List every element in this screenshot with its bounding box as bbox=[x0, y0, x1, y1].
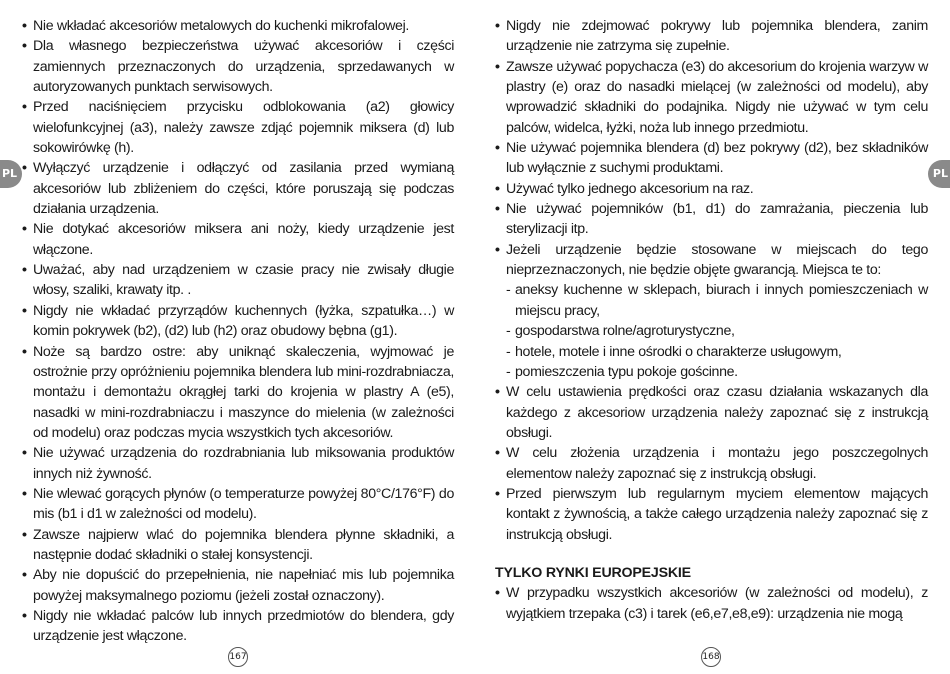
list-item: • W przypadku wszystkich akcesoriów (w zależności od modelu), z wyjątkiem trzepaka (c3) i tarek (e6,e7,e8,e9): urządzenia nie mogą bbox=[495, 585, 928, 622]
sub-list-item: - hotele, motele i inne ośrodki o charakterze usługowym, bbox=[506, 343, 842, 360]
list-item: • Dla własnego bezpieczeństwa używać akcesoriów i części zamiennych przeznaczonych do urządzenia, sprzedawanych w autoryzowanych punktach serwisowych. bbox=[22, 38, 454, 96]
list-item: • W celu złożenia urządzenia i montażu jego poszczegolnych elementow należy zapoznać się z instrukcją obsługi. bbox=[495, 445, 928, 482]
list-item: • Nie wkładać akcesoriów metalowych do kuchenki mikrofalowej. bbox=[22, 18, 409, 34]
list-item: • Używać tylko jednego akcesorium na raz. bbox=[495, 180, 754, 197]
left-column bbox=[22, 16, 454, 647]
list-item: • Nie wlewać gorących płynów (o temperaturze powyżej 80°C/176°F) do mis (b1 i d1 w zależności od modelu). bbox=[22, 485, 454, 523]
list-item: • Nie dotykać akcesoriów miksera ani noży, kiedy urządzenie jest włączone. bbox=[22, 221, 454, 258]
language-tab-left: PL bbox=[0, 160, 22, 188]
list-item: • Przed pierwszym lub regularnym myciem elementow mających kontakt z żywnością, a także całego urządzenia należy zapoznać się z instrukcją obsługi. bbox=[495, 485, 928, 543]
list-item: • Zawsze najpierw wlać do pojemnika blendera płynne składniki, a następnie dodać składniki o stałej konsystencji. bbox=[22, 526, 454, 563]
list-item: • Nie używać pojemnika blendera (d) bez pokrywy (d2), bez składników lub wyłącznie z suchymi produktami. bbox=[495, 140, 928, 177]
list-item: • Przed naciśnięciem przycisku odblokowania (a2) głowicy wielofunkcyjnej (a3), należy zawsze zdjąć pojemnik miksera (d) lub sokowirówkę (h). bbox=[22, 99, 454, 157]
page-number-left: 167 bbox=[228, 647, 248, 667]
sub-list-item: - gospodarstwa rolne/agroturystyczne, bbox=[506, 323, 735, 340]
sub-list-item: - aneksy kuchenne w sklepach, biurach i innych pomieszczeniach w miejscu pracy, bbox=[506, 282, 928, 319]
right-column bbox=[495, 16, 928, 624]
language-tab-right: PL bbox=[928, 160, 950, 188]
list-item: • Nigdy nie zdejmować pokrywy lub pojemnika blendera, zanim urządzenie nie zatrzyma się zupełnie. bbox=[495, 18, 928, 55]
list-item: • Nigdy nie wkładać palców lub innych przedmiotów do blendera, gdy urządzenie jest włączone. bbox=[22, 607, 454, 645]
list-item: • Nie używać urządzenia do rozdrabniania lub miksowania produktów innych niż żywność. bbox=[22, 445, 454, 482]
list-item: • Uważać, aby nad urządzeniem w czasie pracy nie zwisały długie włosy, szaliki, krawaty itp. . bbox=[22, 262, 454, 299]
list-item: • Zawsze używać popychacza (e3) do akcesorium do krojenia warzyw w plastry (e) oraz do nasadki mielącej (w zależności od modelu), aby wprowadzić składniki do podajnika. Nigdy nie używać w tym celu palców, widelca, łyżki, noża lub innego przedmiotu. bbox=[495, 58, 928, 136]
page-number-right: 168 bbox=[701, 647, 721, 667]
list-item: • Nie używać pojemników (b1, d1) do zamrażania, pieczenia lub sterylizacji itp. bbox=[495, 201, 928, 238]
list-item: • Jeżeli urządzenie będzie stosowane w miejscach do tego nieprzeznaczonych, nie będzie objęte gwarancją. Miejsca te to: bbox=[495, 241, 928, 279]
sub-list-item: - pomieszczenia typu pokoje gościnne. bbox=[506, 363, 738, 380]
list-item: • Wyłączyć urządzenie i odłączyć od zasilania przed wymianą akcesoriów lub zbliżeniem do części, które poruszają się podczas działania urządzenia. bbox=[22, 160, 454, 218]
list-item: • W celu ustawienia prędkości oraz czasu działania wskazanych dla każdego z akcesoriow urządzenia należy zapoznać się z instrukcją obsługi. bbox=[495, 384, 928, 441]
list-item: • Nigdy nie wkładać przyrządów kuchennych (łyżka, szpatułka…) w komin pokrywek (b2), (d2) lub (h2) oraz obudowy bębna (g1). bbox=[22, 302, 454, 340]
list-item: • Noże są bardzo ostre: aby uniknąć skaleczenia, wyjmować je ostrożnie przy opróżnieniu pojemnika blendera lub mini-rozdrabniacza, montażu i demontażu okrągłej tarki do krojenia w plastry A (e5), nasadki w mini-rozdrabniaczu i maszynce do mielenia (w zależności od modelu) oraz podczas mycia wszystkich tych akcesoriów. bbox=[22, 343, 454, 441]
list-item: • Aby nie dopuścić do przepełnienia, nie napełniać mis lub pojemnika powyżej maksymalnego poziomu (jeżeli został oznaczony). bbox=[22, 567, 454, 604]
section-title: TYLKO RYNKI EUROPEJSKIE bbox=[495, 564, 691, 581]
